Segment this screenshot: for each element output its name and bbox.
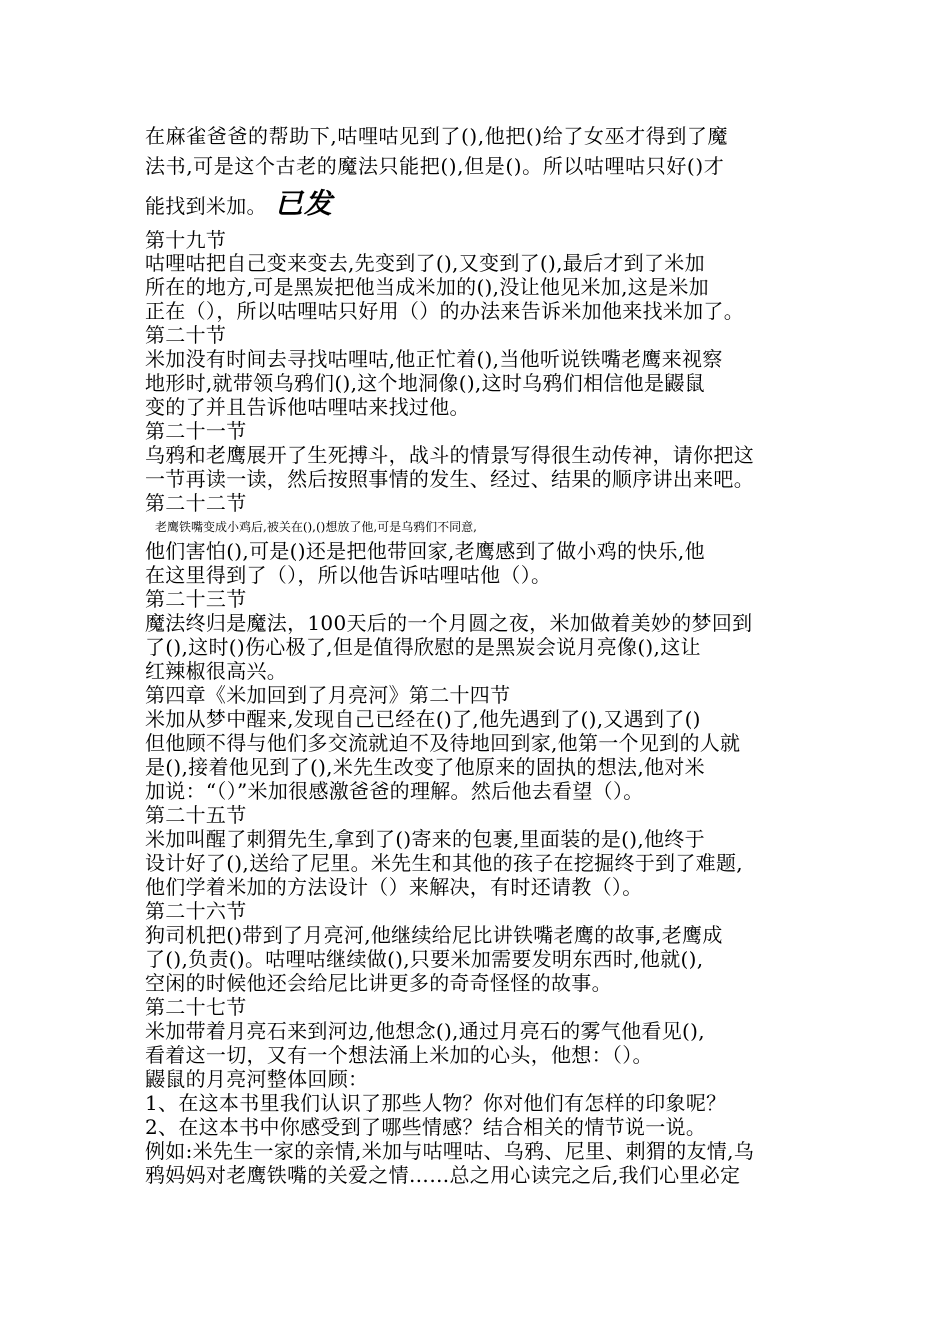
text-line-with-note [145, 187, 815, 220]
text-line: 空闲的时候他还会给尼比讲更多的奇奇怪怪的故事。 [145, 971, 612, 995]
text-line: 红辣椒很高兴。 [145, 659, 288, 683]
text-line: 了(),这时()伤心极了,但是值得欣慰的是黑炭会说月亮像(),这让 [145, 635, 701, 659]
text-line: 魔法终归是魔法，100天后的一个月圆之夜，米加做着美妙的梦回到 [145, 611, 753, 635]
section-heading: 鼹鼠的月亮河整体回顾： [145, 1067, 369, 1091]
text-line: 在麻雀爸爸的帮助下,咕哩咕见到了(),他把()给了女巫才得到了魔 [145, 124, 729, 148]
section-heading: 第二十节 [145, 323, 227, 347]
text-line: 老鹰铁嘴变成小鸡后,被关在(),()想放了他,可是乌鸦们不同意, [155, 520, 477, 534]
chapter-heading: 第四章《米加回到了月亮河》第二十四节 [145, 683, 511, 707]
text-line: 米加带着月亮石来到河边,他想念(),通过月亮石的雾气他看见(), [145, 1019, 705, 1043]
text-line: 设计好了(),送给了尼里。米先生和其他的孩子在挖掘终于到了难题, [145, 851, 743, 875]
text-line: 一节再读一读，然后按照事情的发生、经过、结果的顺序讲出来吧。 [145, 467, 754, 491]
section-heading: 第二十三节 [145, 587, 247, 611]
text-line: 米加没有时间去寻找咕哩咕,他正忙着(),当他听说铁嘴老鹰来视察 [145, 347, 723, 371]
text-line: 咕哩咕把自己变来变去,先变到了(),又变到了(),最后才到了米加 [145, 251, 705, 275]
text-line: 鸦妈妈对老鹰铁嘴的关爱之情……总之用心读完之后,我们心里必定 [145, 1163, 741, 1187]
text-line: 例如:米先生一家的亲情,米加与咕哩咕、乌鸦、尼里、刺猬的友情,乌 [145, 1139, 755, 1163]
section-heading: 第二十五节 [145, 803, 247, 827]
text-line: 他们学着米加的方法设计（）来解决，有时还请教（）。 [145, 875, 643, 899]
section-heading: 第二十六节 [145, 899, 247, 923]
text-line: 在这里得到了（），所以他告诉咕哩咕他（）。 [145, 563, 552, 587]
section-heading: 第二十一节 [145, 419, 247, 443]
text-line: 米加从梦中醒来,发现自己已经在()了,他先遇到了(),又遇到了() [145, 707, 701, 731]
text-line: 法书,可是这个古老的魔法只能把(),但是()。所以咕哩咕只好()才 [145, 154, 725, 178]
text-line: 是(),接着他见到了(),米先生改变了他原来的固执的想法,他对米 [145, 755, 705, 779]
text-line: 了(),负责()。咕哩咕继续做(),只要米加需要发明东西时,他就(), [145, 947, 704, 971]
handwritten-note: 已发 [274, 187, 333, 220]
text-line: 米加叫醒了刺猬先生,拿到了()寄来的包裹,里面装的是(),他终于 [145, 827, 705, 851]
text-line: 乌鸦和老鹰展开了生死搏斗，战斗的情景写得很生动传神，请你把这 [145, 443, 754, 467]
section-heading: 第二十七节 [145, 995, 247, 1019]
text-line: 1、在这本书里我们认识了那些人物？你对他们有怎样的印象呢？ [145, 1091, 727, 1115]
text-line: 所在的地方,可是黑炭把他当成米加的(),没让他见米加,这是米加 [145, 275, 709, 299]
text-line: 看着这一切，又有一个想法涌上米加的心头，他想：（）。 [145, 1043, 653, 1067]
text-line: 2、在这本书中你感受到了哪些情感？结合相关的情节说一说。 [145, 1115, 707, 1139]
section-heading: 第十九节 [145, 228, 227, 252]
text-line: 但他顾不得与他们多交流就迫不及待地回到家,他第一个见到的人就 [145, 731, 741, 755]
section-heading: 第二十二节 [145, 491, 247, 515]
text-line: 能找到米加。 [145, 194, 267, 218]
text-line: 加说：“（）”米加很感激爸爸的理解。然后他去看望（）。 [145, 779, 644, 803]
text-line: 地形时,就带领乌鸦们(),这个地洞像(),这时乌鸦们相信他是鼹鼠 [145, 371, 705, 395]
text-line: 正在（），所以咕哩咕只好用（）的办法来告诉米加他来找米加了。 [145, 299, 744, 323]
text-line: 变的了并且告诉他咕哩咕来找过他。 [145, 395, 470, 419]
text-line: 他们害怕(),可是()还是把他带回家,老鹰感到了做小鸡的快乐,他 [145, 539, 705, 563]
text-line: 狗司机把()带到了月亮河,他继续给尼比讲铁嘴老鹰的故事,老鹰成 [145, 923, 723, 947]
